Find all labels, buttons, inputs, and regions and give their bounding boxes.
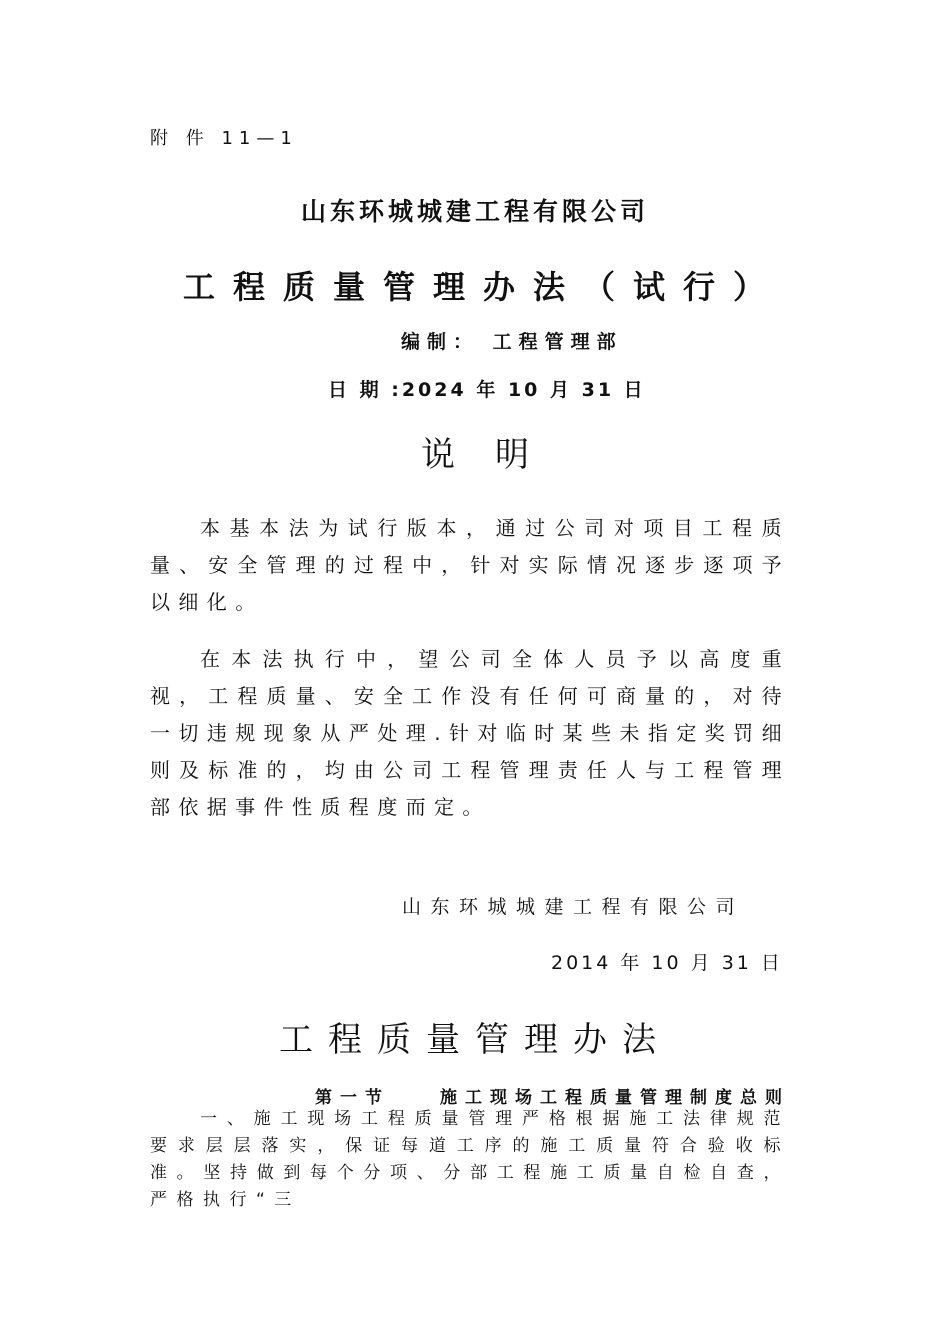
paragraph-text: 本基本法为试行版本，通过公司对项目工程质量、安全管理的过程中，针对实际情况逐步逐项予以细化。 — [150, 516, 790, 614]
document-title: 工程质量管理办法（试行） — [183, 268, 784, 306]
company-name: 山东环城城建工程有限公司 — [300, 197, 649, 226]
section-body-text: 一、施工现场工程质量管理严格根据施工法律规范要求层层落实，保证每道工序的施工质量符合验收标准。坚持做到每个分项、分部工程施工质量自检自查，严格执行“三 — [150, 1109, 790, 1210]
signature-company: 山东环城城建工程有限公司 — [402, 896, 745, 918]
explanation-paragraph-1 — [150, 510, 790, 621]
main-title: 工程质量管理办法 — [279, 1020, 671, 1060]
explanation-heading: 说明 — [421, 435, 569, 475]
signature-date: 2014 年 10 月 31 日 — [551, 952, 783, 974]
compiler-line: 编制： 工程管理部 — [401, 331, 623, 353]
explanation-paragraph-2 — [150, 641, 790, 826]
attachment-label: 附 件 11—1 — [150, 128, 298, 149]
paragraph-text: 在本法执行中，望公司全体人员予以高度重视，工程质量、安全工作没有任何可商量的，对待一切违规现象从严处理.针对临时某些未指定奖罚细则及标准的，均由公司工程管理责任人与工程管理部依据事件性质程度而定。 — [150, 647, 790, 819]
section-heading: 第一节 施工现场工程质量管理制度总则 — [315, 1088, 790, 1108]
section-body — [150, 1106, 790, 1214]
date-line: 日 期 :2024 年 10 月 31 日 — [328, 379, 646, 401]
